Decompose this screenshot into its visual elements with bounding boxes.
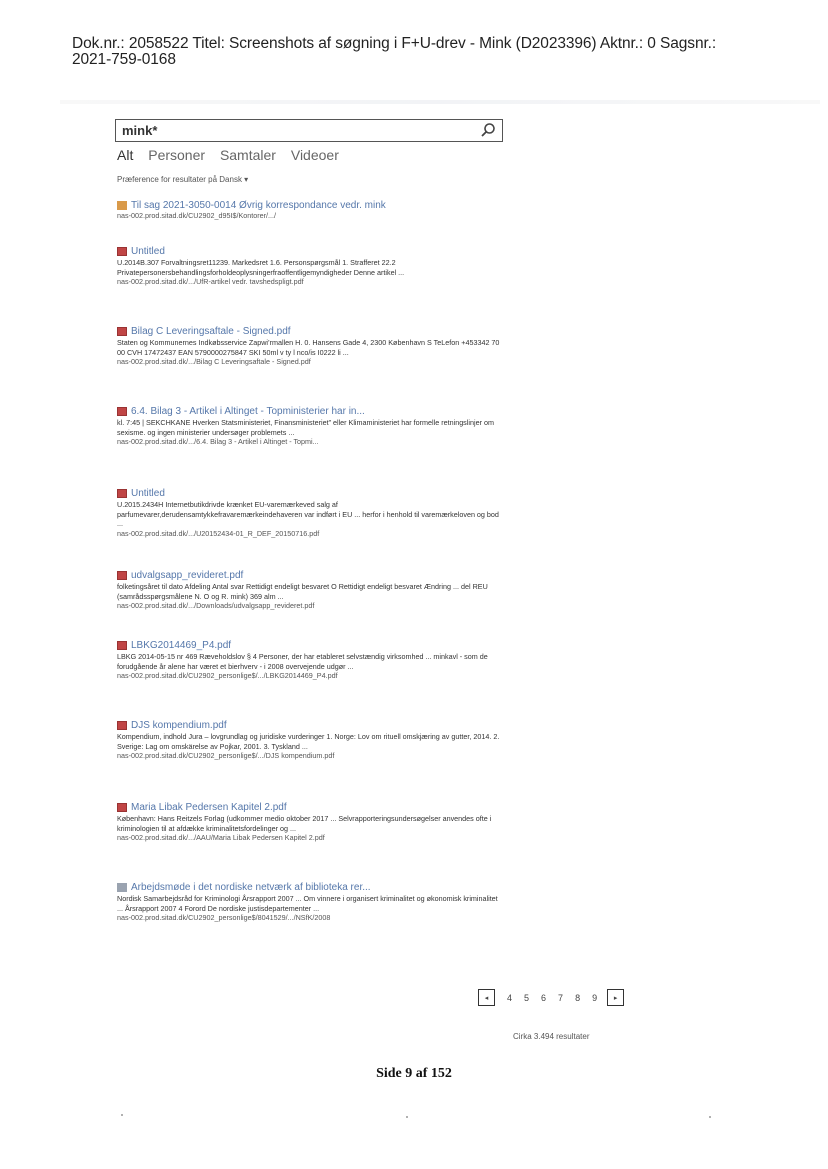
list-item	[117, 326, 502, 406]
search-icon[interactable]	[480, 122, 496, 138]
result-title-link[interactable]: Arbejdsmøde i det nordiske netværk af biblioteka rer...	[117, 882, 502, 893]
list-item	[117, 246, 502, 326]
page-link[interactable]: 4	[507, 992, 513, 1003]
search-box[interactable]	[115, 119, 503, 142]
tab-people[interactable]: Personer	[148, 147, 206, 163]
next-page-button[interactable]: ▸	[607, 989, 624, 1006]
result-snippet: U.2015.2434H Internetbutikdrivde krænket EU-varemærkeved salg af parfumevarer,derudensamtykkefravaremærkeindehaveren var indført i EU ... herfor i henhold til varemærkeloven og bod ...	[117, 500, 499, 528]
tab-videos[interactable]: Videoer	[290, 147, 339, 163]
results-list	[117, 200, 502, 952]
list-item	[117, 570, 502, 640]
header-line-1: Dok.nr.: 2058522 Titel: Screenshots af søgning i F+U-drev - Mink (D2023396) Aktnr.: 0 Sagsnr.:	[72, 35, 717, 52]
result-url[interactable]: nas-002.prod.sitad.dk/CU2902_personlige$/.../LBKG2014469_P4.pdf	[117, 671, 338, 680]
language-preference[interactable]: Præference for resultater på Dansk ▾	[117, 175, 249, 184]
list-item	[117, 406, 502, 488]
tab-conversations[interactable]: Samtaler	[219, 147, 276, 163]
result-url[interactable]: nas-002.prod.sitad.dk/.../6.4. Bilag 3 - Artikel i Altinget - Topmi...	[117, 437, 319, 446]
result-title-link[interactable]: LBKG2014469_P4.pdf	[117, 640, 502, 651]
pdf-icon	[117, 327, 127, 336]
result-snippet: U.2014B.307 Forvaltningsret11239. Markedsret 1.6. Personspørgsmål 1. Strafferet 22.2 Privatepersonersbehandlingsforholdeoplysningerfraoffentligemyndigheder Denne artikel ...	[117, 258, 405, 277]
result-title-link[interactable]: Maria Libak Pedersen Kapitel 2.pdf	[117, 802, 502, 813]
result-url[interactable]: nas-002.prod.sitad.dk/CU2902_d95I$/Kontorer/.../	[117, 211, 277, 220]
result-title-link[interactable]: 6.4. Bilag 3 - Artikel i Altinget - Topministerier har in...	[117, 406, 502, 417]
scan-speck	[709, 1116, 711, 1118]
document-header	[72, 36, 792, 68]
result-url[interactable]: nas-002.prod.sitad.dk/.../UfR-artikel vedr. tavshedspligt.pdf	[117, 277, 304, 286]
header-line-2: 2021-759-0168	[72, 51, 176, 68]
scan-artifact	[60, 100, 820, 104]
result-snippet: LBKG 2014-05-15 nr 469 Ræveholdslov § 4 Personer, der har etableret selvstændig virksomhed ... minkavl - som de forudgående år alene har været et bierhverv - i 2008 overvejende udgør ...	[117, 652, 488, 671]
list-item	[117, 488, 502, 570]
result-title-link[interactable]: DJS kompendium.pdf	[117, 720, 502, 731]
document-icon	[117, 883, 127, 892]
folder-icon	[117, 201, 127, 210]
pdf-icon	[117, 489, 127, 498]
result-url[interactable]: nas-002.prod.sitad.dk/CU2902_personlige$/.../DJS kompendium.pdf	[117, 751, 335, 760]
result-snippet: kl. 7:45 | SEKCHKANE Hverken Statsministeriet, Finansministeriet” eller Klimaministeriet har formelle retningslinjer om sexisme. og ingen ministerier undersøger problemets ...	[117, 418, 494, 437]
search-tabs	[117, 147, 350, 163]
result-snippet: København: Hans Reitzels Forlag (udkommer medio oktober 2017 ... Selvrapporteringsundersøgelser anvendes ofte i kriminologien til at afdække kriminalitetsfordelinger og ...	[117, 814, 492, 833]
page-link[interactable]: 8	[575, 992, 581, 1003]
result-url[interactable]: nas-002.prod.sitad.dk/.../AAU/Maria Libak Pedersen Kapitel 2.pdf	[117, 833, 325, 842]
pdf-icon	[117, 407, 127, 416]
result-url[interactable]: nas-002.prod.sitad.dk/.../Bilag C Leveringsaftale - Signed.pdf	[117, 357, 311, 366]
page-link[interactable]: 6	[541, 992, 547, 1003]
result-snippet: Staten og Kommunernes Indkøbsservice Zapwi’rmallen H. 0. Hansens Gade 4, 2300 København S TeLefon +453342 70 00 CVH 17472437 EAN 5790000275847 SKI 50ml v ty l nco/is I0222 li ...	[117, 338, 500, 357]
pdf-icon	[117, 803, 127, 812]
pagination	[478, 989, 624, 1006]
result-url[interactable]: nas-002.prod.sitad.dk/CU2902_personlige$/8041529/.../NSfK/2008	[117, 913, 331, 922]
result-title-link[interactable]: Bilag C Leveringsaftale - Signed.pdf	[117, 326, 502, 337]
tab-all[interactable]: Alt	[117, 147, 134, 163]
result-title-link[interactable]: udvalgsapp_revideret.pdf	[117, 570, 502, 581]
result-snippet: Kompendium, indhold Jura – lovgrundlag og juridiske vurderinger 1. Norge: Lov om rituell omskjæring av gutter, 2014. 2. Sverige: Lag om omskärelse av Pojkar, 2001. 3. Tyskland ...	[117, 732, 500, 751]
prev-page-button[interactable]: ◂	[478, 989, 495, 1006]
result-url[interactable]: nas-002.prod.sitad.dk/.../U20152434-01_R_DEF_20150716.pdf	[117, 528, 320, 538]
result-count: Cirka 3.494 resultater	[513, 1032, 590, 1041]
page-link[interactable]: 9	[592, 992, 598, 1003]
list-item	[117, 720, 502, 802]
result-snippet: folketingsåret til dato Afdeling Antal svar Rettidigt endeligt besvaret O Rettidigt endeligt besvaret Ændring ... del REU (samrådsspørgsmålene N. O og R. mink) 369 alm ...	[117, 582, 488, 601]
pdf-icon	[117, 247, 127, 256]
list-item	[117, 882, 502, 952]
page-link[interactable]: 7	[558, 992, 564, 1003]
page-number: Side 9 af 152	[376, 1066, 452, 1081]
list-item	[117, 640, 502, 720]
result-snippet: Nordisk Samarbejdsråd for Kriminologi Årsrapport 2007 ... Om vinnere i organisert kriminalitet og økonomisk kriminalitet ... Årsrapport 2007 4 Forord De nordiske justisdepartementer ...	[117, 894, 498, 913]
pdf-icon	[117, 571, 127, 580]
result-title-link[interactable]: Untitled	[117, 246, 502, 257]
page-link[interactable]: 5	[524, 992, 530, 1003]
result-title-link[interactable]: Til sag 2021-3050-0014 Øvrig korrespondance vedr. mink	[117, 200, 502, 211]
result-title-link[interactable]: Untitled	[117, 488, 502, 499]
scan-speck	[406, 1116, 408, 1118]
pdf-icon	[117, 721, 127, 730]
list-item	[117, 200, 502, 246]
search-input[interactable]	[116, 120, 468, 141]
pdf-icon	[117, 641, 127, 650]
list-item	[117, 802, 502, 882]
scan-speck	[121, 1114, 123, 1116]
result-url[interactable]: nas-002.prod.sitad.dk/.../Downloads/udvalgsapp_revideret.pdf	[117, 601, 315, 610]
